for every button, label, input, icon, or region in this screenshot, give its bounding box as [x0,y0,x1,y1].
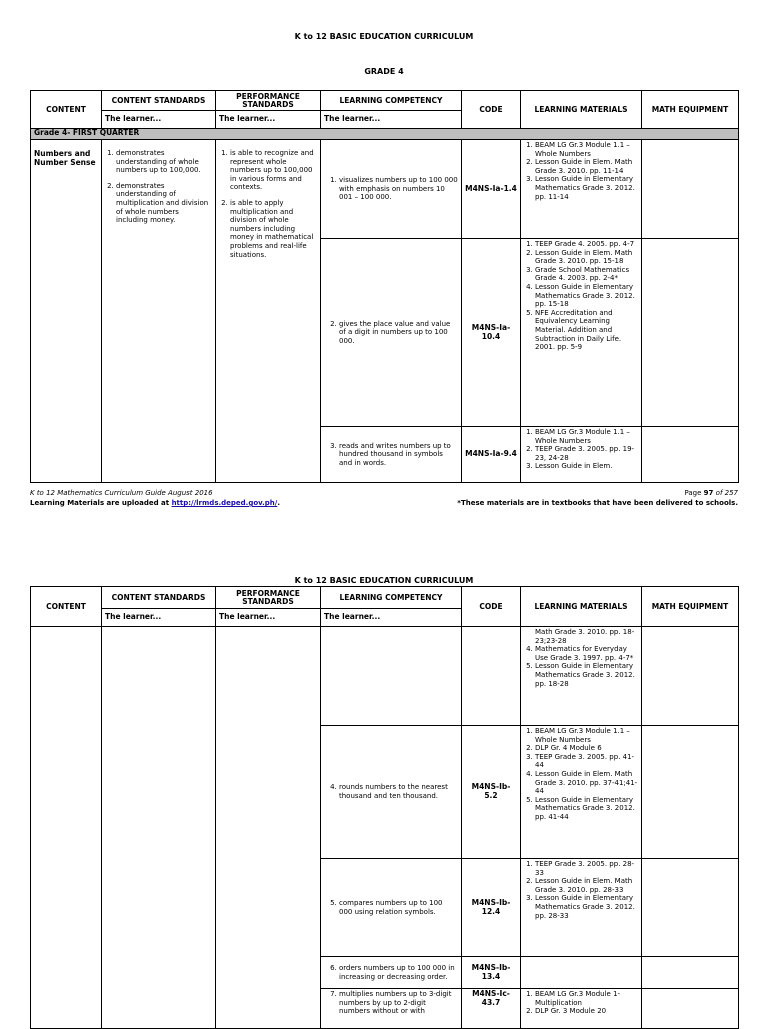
equipment-cell [642,140,739,239]
header-content: CONTENT [31,91,102,129]
header-learning-competency: LEARNING COMPETENCY [321,91,462,111]
performance-standards-empty [216,627,321,1029]
header-learning-materials: LEARNING MATERIALS [521,91,642,129]
the-learner-ps: The learner... [216,111,321,129]
equipment-cell [642,627,739,726]
material-item: 1. BEAM LG Gr.3 Module 1.1 – Whole Numbers [535,428,638,445]
materials-cell [521,427,642,483]
quarter-label: Grade 4- FIRST QUARTER [31,129,739,140]
header-content-standards: CONTENT STANDARDS [102,91,216,111]
material-item: 3. Grade School Mathematics Grade 4. 2003. pp. 2-4* [535,266,638,283]
footer-page [684,489,738,498]
material-item: 5. Lesson Guide in Elementary Mathematics Grade 3. 2012. pp. 18-28 [535,662,638,688]
code-cell: M4NS-Ia-9.4 [462,427,521,483]
page1-curriculum-table [30,90,739,483]
materials-cell [521,239,642,427]
material-item: 4. Lesson Guide in Elementary Mathematics Grade 3. 2012. pp. 15-18 [535,283,638,309]
footer-uploaded [30,499,280,508]
equipment-cell [642,957,739,989]
equipment-cell [642,726,739,859]
competency-cell [321,627,462,726]
competency-cell [321,427,462,483]
materials-cell [521,957,642,989]
the-learner-cs: The learner... [102,609,216,627]
footer-period: . [277,499,281,507]
material-item: 4. Lesson Guide in Elem. Math Grade 3. 2010. pp. 37-41;41-44 [535,770,638,796]
header-performance-standards: PERFORMANCE STANDARDS [216,91,321,111]
page-number: 97 [703,489,714,497]
material-item: 2. DLP Gr. 4 Module 6 [535,744,638,753]
footer-note: *These materials are in textbooks that have been delivered to schools. [457,499,738,507]
material-item: 1. TEEP Grade 3. 2005. pp. 28-33 [535,860,638,877]
competency-cell [321,140,462,239]
competency-cell [321,726,462,859]
competency-text: 2. gives the place value and value of a digit in numbers up to 100 000. [339,320,458,346]
the-learner-ps: The learner... [216,609,321,627]
material-item: 1. TEEP Grade 4. 2005. pp. 4-7 [535,240,638,249]
lrmds-link[interactable]: http://lrmds.deped.gov.ph/ [171,499,278,507]
performance-standards-cell [216,140,321,483]
material-item: 2. Lesson Guide in Elem. Math Grade 3. 2010. pp. 28-33 [535,877,638,894]
header-performance-standards: PERFORMANCE STANDARDS [216,587,321,609]
material-item: 5. Lesson Guide in Elementary Mathematics Grade 3. 2012. pp. 41-44 [535,796,638,822]
competency-cell [321,989,462,1029]
footer-uploaded-text: Learning Materials are uploaded at [30,499,170,507]
footer-guide: K to 12 Mathematics Curriculum Guide August 2016 [30,489,213,497]
header-math-equipment: MATH EQUIPMENT [642,91,739,129]
material-item: 1. BEAM LG Gr.3 Module 1-Multiplication [535,990,638,1007]
equipment-cell [642,239,739,427]
header-content: CONTENT [31,587,102,627]
competency-text: 4. rounds numbers to the nearest thousand and ten thousand. [339,783,458,800]
material-item: 2. DLP Gr. 3 Module 20 [535,1007,638,1016]
material-item: 5. NFE Accreditation and Equivalency Learning Material. Addition and Subtraction in Daily Life. 2001. pp. 5-9 [535,309,638,352]
header-code: CODE [462,91,521,129]
the-learner-cs: The learner... [102,111,216,129]
content-standard-item: 1. demonstrates understanding of whole numbers up to 100,000. [116,149,212,175]
content-standards-empty [102,627,216,1029]
material-item: 3. TEEP Grade 3. 2005. pp. 41-44 [535,753,638,770]
material-continued: Math Grade 3. 2010. pp. 18-23;23-28 [535,628,635,645]
competency-cell [321,957,462,989]
content-topic: Numbers and Number Sense [31,140,102,483]
code-cell: M4NS-Ib-13.4 [462,957,521,989]
the-learner-lc: The learner... [321,609,462,627]
materials-cell [521,859,642,957]
header-learning-competency: LEARNING COMPETENCY [321,587,462,609]
code-cell: M4NS-Ib-12.4 [462,859,521,957]
equipment-cell [642,989,739,1029]
competency-text: 6. orders numbers up to 100 000 in increasing or decreasing order. [339,964,458,981]
content-cell-empty [31,627,102,1029]
code-cell: M4NS-Ia-1.4 [462,140,521,239]
content-standards-cell [102,140,216,483]
material-item: 3. Lesson Guide in Elementary Mathematics Grade 3. 2012. pp. 28-33 [535,894,638,920]
header-learning-materials: LEARNING MATERIALS [521,587,642,627]
header-code: CODE [462,587,521,627]
competency-text: 1. visualizes numbers up to 100 000 with emphasis on numbers 10 001 – 100 000. [339,176,458,202]
material-item: 4. Mathematics for Everyday Use Grade 3. 1997. pp. 4-7* [535,645,638,662]
competency-cell [321,859,462,957]
code-cell [462,627,521,726]
materials-cell [521,627,642,726]
page2-title: K to 12 BASIC EDUCATION CURRICULUM [294,576,474,585]
material-item: 3. Lesson Guide in Elem. [535,462,638,471]
material-item: 2. Lesson Guide in Elem. Math Grade 3. 2010. pp. 15-18 [535,249,638,266]
page2-curriculum-table [30,586,739,1029]
competency-text: 5. compares numbers up to 100 000 using relation symbols. [339,899,458,916]
material-item: 2. TEEP Grade 3. 2005. pp. 19-23, 24-28 [535,445,638,462]
header-content-standards: CONTENT STANDARDS [102,587,216,609]
equipment-cell [642,427,739,483]
code-cell: M4NS-Ia-10.4 [462,239,521,427]
the-learner-lc: The learner... [321,111,462,129]
competency-cell [321,239,462,427]
competency-text: 3. reads and writes numbers up to hundred thousand in symbols and in words. [339,442,458,468]
material-item: 1. BEAM LG Gr.3 Module 1.1 – Whole Numbers [535,141,638,158]
performance-standard-item: 1. is able to recognize and represent whole numbers up to 100,000 in various forms and contexts. [230,149,317,192]
material-item: 2. Lesson Guide in Elem. Math Grade 3. 2010. pp. 11-14 [535,158,638,175]
materials-cell [521,989,642,1029]
material-item: 3. Lesson Guide in Elementary Mathematics Grade 3. 2012. pp. 11-14 [535,175,638,201]
performance-standard-item: 2. is able to apply multiplication and division of whole numbers including money in mathematical problems and real-life situations. [230,199,317,259]
page-total: of 257 [715,489,738,497]
code-cell: M4NS-Ib-5.2 [462,726,521,859]
page1-title: K to 12 BASIC EDUCATION CURRICULUM [294,32,474,41]
material-item: 1. BEAM LG Gr.3 Module 1.1 – Whole Numbers [535,727,638,744]
header-math-equipment: MATH EQUIPMENT [642,587,739,627]
materials-cell [521,140,642,239]
equipment-cell [642,859,739,957]
materials-cell [521,726,642,859]
page-prefix: Page [684,489,702,497]
competency-text: 7. multiplies numbers up to 3-digit numbers by up to 2-digit numbers without or with [339,990,458,1016]
code-cell: M4NS-Ic-43.7 [462,989,521,1029]
content-standard-item: 2. demonstrates understanding of multiplication and division of whole numbers including money. [116,182,212,225]
page1-grade: GRADE 4 [364,67,404,76]
